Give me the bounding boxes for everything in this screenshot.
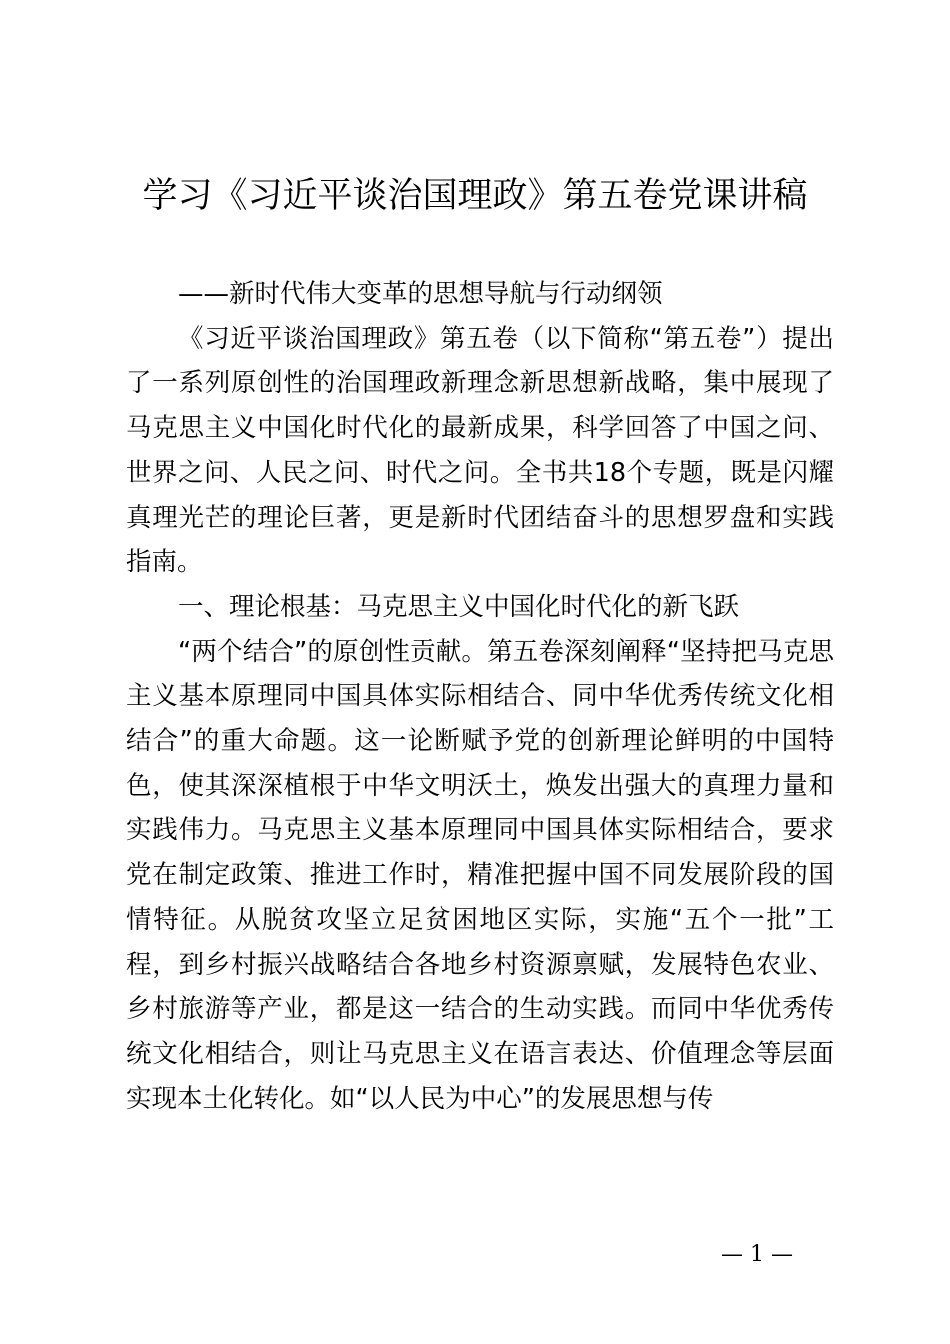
document-body bbox=[126, 272, 834, 1121]
subtitle: ——新时代伟大变革的思想导航与行动纲领 bbox=[178, 279, 663, 309]
section-paragraph: “两个结合”的原创性贡献。第五卷深刻阐释“坚持把马克思主义基本原理同中国具体实际相结合、同中华优秀传统文化相结合”的重大命题。这一论断赋予党的创新理论鲜明的中国特色，使其深深植根于中华文明沃土，焕发出强大的真理力量和实践伟力。马克思主义基本原理同中国具体实际相结合，要求党在制定政策、推进工作时，精准把握中国不同发展阶段的国情特征。从脱贫攻坚立足贫困地区实际，实施“五个一批”工程，到乡村振兴战略结合各地乡村资源禀赋，发展特色农业、乡村旅游等产业，都是这一结合的生动实践。而同中华优秀传统文化相结合，则让马克思主义在语言表达、价值理念等层面实现本土化转化。如“以人民为中心”的发展思想与传 bbox=[126, 636, 834, 1114]
page-number: — 1 — bbox=[721, 1242, 793, 1267]
intro-paragraph: 《习近平谈治国理政》第五卷（以下简称“第五卷”）提出了一系列原创性的治国理政新理念新思想新战略，集中展现了马克思主义中国化时代化的最新成果，科学回答了中国之问、世界之问、人民之问、时代之问。全书共18个专题，既是闪耀真理光芒的理论巨著，更是新时代团结奋斗的思想罗盘和实践指南。 bbox=[126, 323, 834, 578]
section-heading: 一、理论根基：马克思主义中国化时代化的新飞跃 bbox=[178, 591, 740, 622]
page-title: 学习《习近平谈治国理政》第五卷党课讲稿 bbox=[142, 176, 808, 216]
